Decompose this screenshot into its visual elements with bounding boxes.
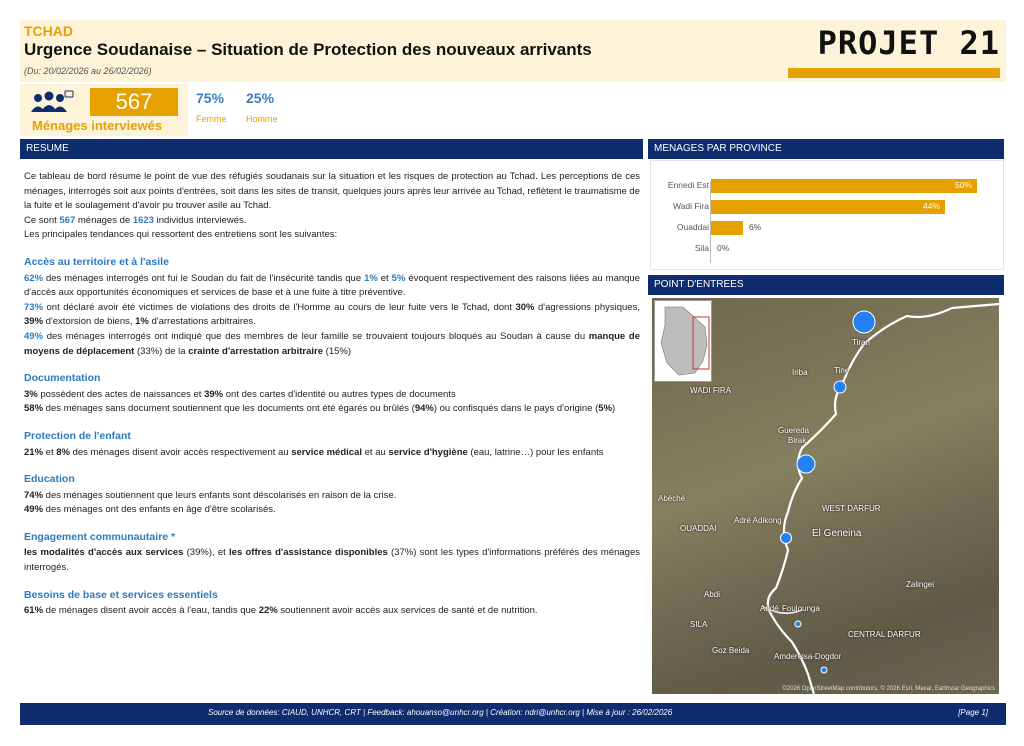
province-value: 50% [955, 180, 973, 190]
entry-point-marker [781, 533, 792, 544]
inset-svg [655, 301, 711, 381]
map-label-tiran: Tiran [852, 338, 870, 347]
access-p3: 49% des ménages interrogés ont indiqué que des membres de leur famille se trouvaient toujours bloqués au Soudan à cause du manque de moyens de déplacement (33%) de la crainte d'arrestation arbitraire (15%) [24, 330, 640, 357]
province-name: Wadi Fira [672, 201, 709, 211]
entry-point-marker [797, 455, 815, 473]
female-pct: 75% [196, 90, 225, 106]
education-p1: 74% des ménages soutiennent que leurs enfants sont déscolarisés en raison de la crise. [24, 489, 397, 501]
province-row [651, 177, 1005, 195]
section-title-documentation: Documentation [24, 372, 101, 385]
resume-heading: RESUME [20, 139, 643, 159]
entry-point-marker [834, 381, 846, 393]
community-p1: les modalités d'accès aux services (39%), et les offres d'assistance disponibles (37%) sont les types d'informations préférés des ménages interrogés. [24, 547, 640, 574]
country-label: TCHAD [24, 23, 73, 39]
province-name: Sila [694, 243, 709, 253]
access-p1: 62% des ménages interrogés ont fui le Soudan du fait de l'insécurité tandis que 1% et 5% évoquent respectivement des raisons liées au manque d'accès aux opportunités économiques et services de base et à une fuite à titre préventive. [24, 272, 640, 299]
map-label-am-dagachi: Amdereisa-Dogdor [774, 652, 842, 661]
section-title-child: Protection de l'enfant [24, 429, 131, 442]
chad-inset-map [654, 300, 712, 382]
province-name: Ennedi Est [667, 180, 709, 190]
map-label-geneina: El Geneina [812, 528, 862, 539]
province-row [651, 219, 1005, 237]
province-bar [711, 221, 743, 235]
map-label-ouaddai: OUADDAI [680, 524, 717, 533]
map-label-wadi-fira: WADI FIRA [690, 386, 732, 395]
documentation-p1: 3% possèdent des actes de naissances et 39% ont des cartes d'identité ou autres types de documents [24, 388, 456, 400]
section-title-needs: Besoins de base et services essentiels [24, 588, 218, 601]
households-kpi [20, 84, 292, 136]
projet21-logo: PROJET 21 [817, 24, 1000, 62]
page-footer [20, 703, 1006, 725]
education-p2: 49% des ménages ont des enfants en âge d'être scolarisés. [24, 504, 276, 516]
map-attribution: ©2026 OpenStreetMap contributors, © 2026 Esri, Maxar, Earthstar Geographics [782, 686, 995, 692]
entry-point-marker [853, 311, 875, 333]
map-label-adre: Adré Adikong [734, 516, 782, 525]
province-value: 0% [717, 243, 730, 253]
gender-split [188, 84, 292, 136]
province-name: Ouaddai [676, 222, 709, 232]
section-title-access: Accès au territoire et à l'asile [24, 255, 169, 268]
map-label-iriba: Iriba [792, 368, 808, 377]
provinces-heading: MENAGES PAR PROVINCE [648, 139, 1004, 159]
people-icon [30, 90, 74, 116]
map-label-abeche: Abéché [658, 494, 686, 503]
footer-sources: Source de données: CIAUD, UNHCR, CRT | Feedback: ahouanso@unhcr.org | Création: ndri@unhcr.org | Mise à jour : 26/02/2026 [208, 708, 673, 717]
map-label-goz-beida: Goz Beida [712, 646, 750, 655]
map-label-birak: Birak [788, 436, 807, 445]
report-header [20, 20, 1006, 82]
map-label-west-darfur: WEST DARFUR [822, 504, 881, 513]
map-label-adde: Addé [760, 604, 779, 613]
female-label: Femme [196, 114, 227, 124]
entry-points-map[interactable] [652, 298, 999, 694]
access-p2: 73% ont déclaré avoir été victimes de violations des droits de l'Homme au cours de leur fuite vers le Tchad, dont 30% d'agressions physiques, 39% d'extorsion de biens, 1% d'arrestations arbitraires. [24, 301, 640, 328]
map-label-abdi: Abdi [704, 590, 721, 599]
provinces-chart [650, 160, 1004, 270]
province-bar [711, 179, 977, 193]
map-label-central-darfur: CENTRAL DARFUR [848, 630, 921, 639]
households-count: 567 [90, 88, 178, 116]
report-title: Urgence Soudanaise – Situation de Protection des nouveaux arrivants [24, 40, 592, 59]
province-value: 44% [923, 201, 941, 211]
map-label-tine: Tine [834, 366, 850, 375]
resume-intro: Ce tableau de bord résume le point de vue des réfugiés soudanais sur la situation et les risques de protection au Tchad. Les perceptions de ces ménages, interrogés soit aux points d'entrées, soit dans les sites de transit, quelques jours après leur arrivée au Tchad, reflètent le traumatisme de la fuite et le soulagement d'avoir pu trouver asile au Tchad. [24, 171, 640, 212]
province-value: 6% [748, 222, 762, 232]
logo-underline [788, 68, 1000, 78]
resume-count: Ce sont 567 ménages de 1623 individus interviewés. [24, 214, 247, 226]
section-title-community: Engagement communautaire * [24, 530, 176, 543]
entry-points-heading: POINT D'ENTREES [648, 275, 1004, 295]
date-range: (Du: 20/02/2026 au 26/02/2026) [24, 66, 152, 76]
entry-point-marker [795, 621, 801, 627]
map-label-foulounga: Foulounga [782, 604, 820, 613]
male-label: Homme [246, 114, 278, 124]
needs-p1: 61% de ménages disent avoir accès à l'eau, tandis que 22% soutiennent avoir accès aux services de santé et de nutrition. [24, 605, 538, 617]
map-label-guereda: Guereda [778, 426, 810, 435]
map-label-zalingei: Zalingei [906, 580, 935, 589]
resume-body [24, 170, 640, 619]
households-label: Ménages interviewés [32, 118, 163, 133]
documentation-p2: 58% des ménages sans document soutiennent que les documents ont été égarés ou brûlés (94%) ou confisqués dans le pays d'origine (5%) [24, 403, 616, 415]
resume-trends: Les principales tendances qui ressortent des entretiens sont les suivantes: [24, 229, 338, 241]
entry-point-marker [821, 667, 827, 673]
child-p1: 21% et 8% des ménages disent avoir accès respectivement au service médical et au service d'hygiène (eau, latrine…) pour les enfants [24, 446, 604, 458]
section-title-education: Education [24, 473, 75, 486]
province-row [651, 240, 1005, 258]
male-pct: 25% [246, 90, 275, 106]
province-row [651, 198, 1005, 216]
province-bar [711, 200, 945, 214]
page-number: [Page 1] [958, 708, 988, 717]
map-label-sila: SILA [690, 620, 708, 629]
